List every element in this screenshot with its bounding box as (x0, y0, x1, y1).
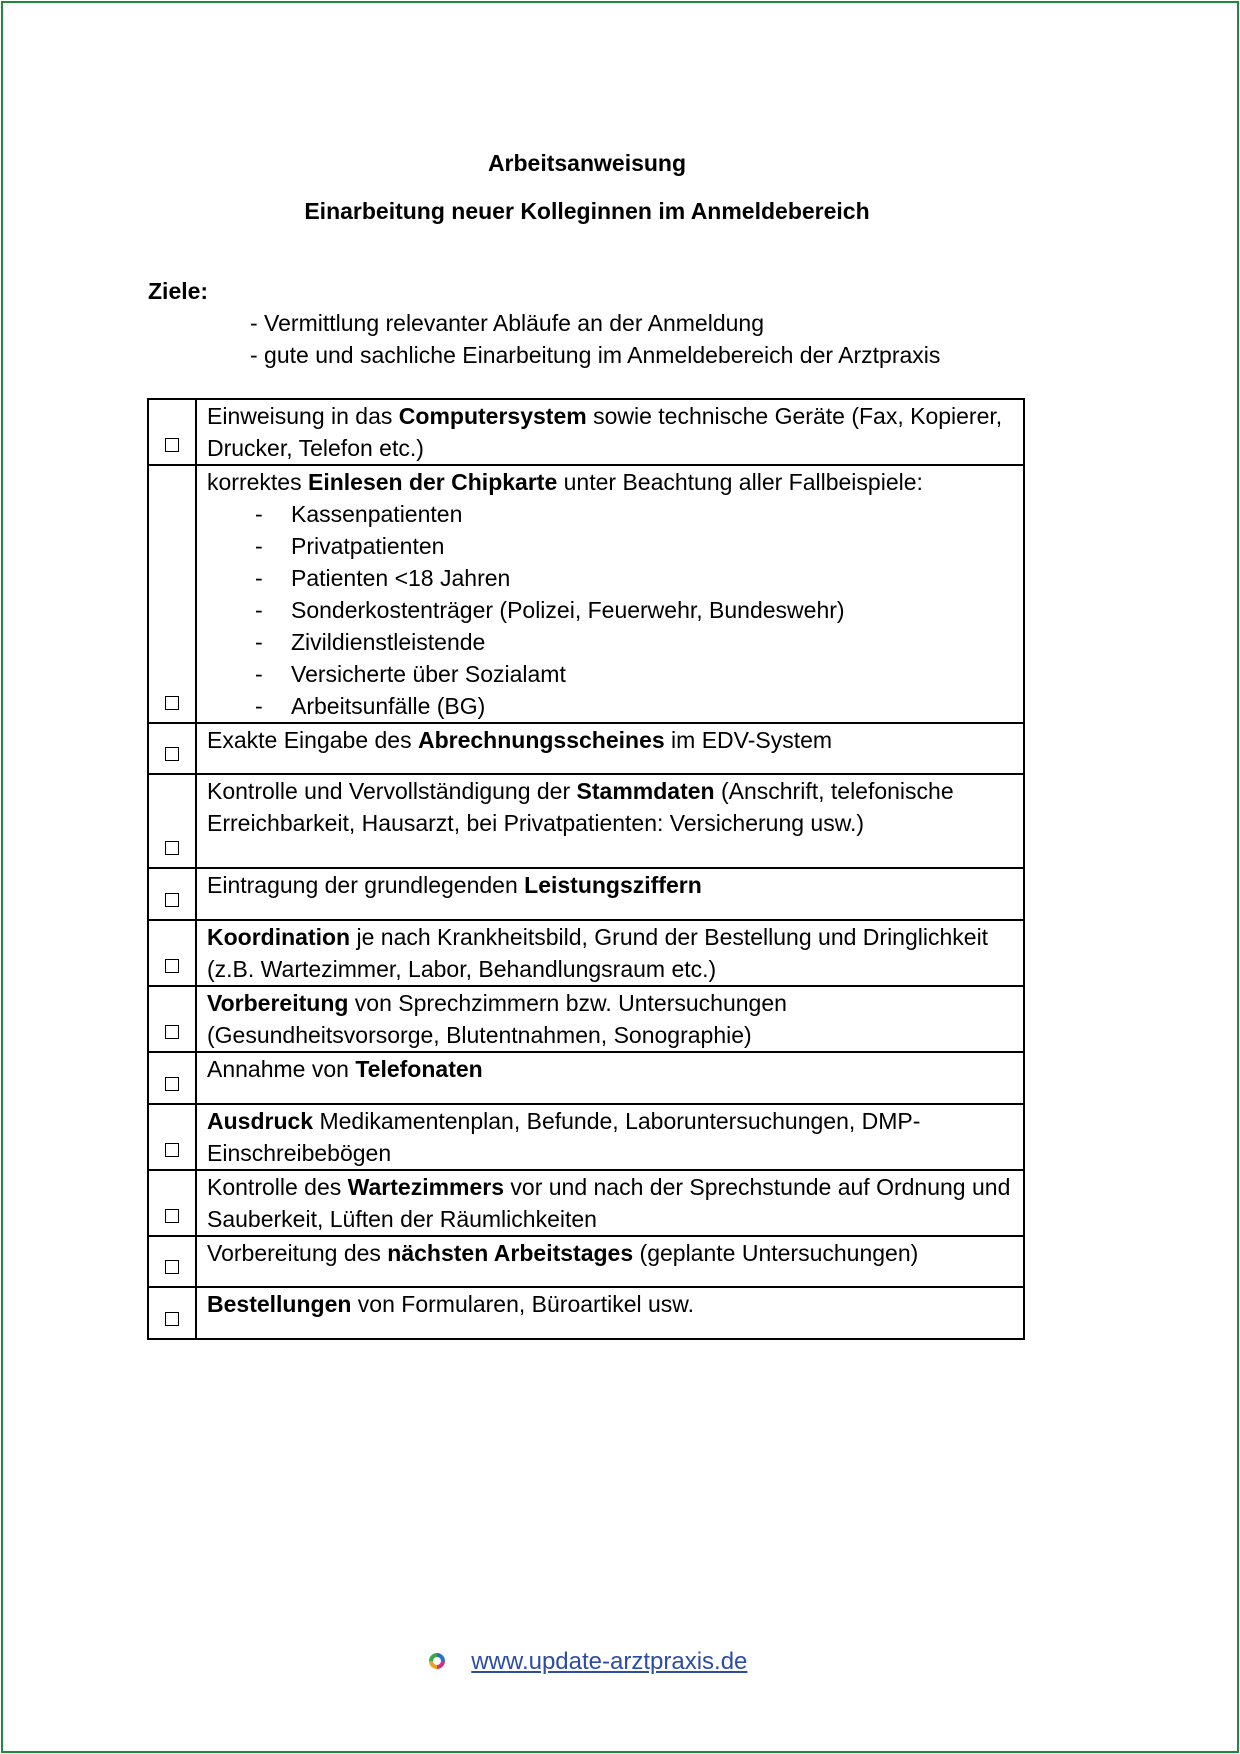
keyword-text: Abrechnungsscheines (417, 727, 665, 753)
keyword-text: nächsten Arbeitstages (387, 1240, 634, 1266)
checklist-item-text (196, 465, 1024, 723)
plain-text: von Sprechzimmern bzw. Untersuchungen (Gesundheitsvorsorge, Blutentnahmen, Sonographie) (207, 990, 787, 1048)
checklist-row (148, 868, 1024, 920)
checkbox-cell (148, 868, 196, 920)
checklist-item-description (207, 987, 1013, 1051)
checklist-row (148, 1170, 1024, 1236)
checklist-item-text (196, 920, 1024, 986)
checkbox[interactable] (165, 747, 179, 761)
checklist-item-text (196, 1052, 1024, 1104)
checkbox-cell (148, 1104, 196, 1170)
checklist-item-text (196, 1170, 1024, 1236)
keyword-text: Stammdaten (576, 778, 715, 804)
plain-text: (geplante Untersuchungen) (633, 1240, 919, 1266)
checkbox[interactable] (165, 841, 179, 855)
checkbox-cell (148, 1052, 196, 1104)
checkbox[interactable] (165, 1260, 179, 1274)
checklist-item-description (207, 1288, 1013, 1320)
checkbox[interactable] (165, 1077, 179, 1091)
checkbox[interactable] (165, 893, 179, 907)
checklist-item-text (196, 1104, 1024, 1170)
checklist-row (148, 1052, 1024, 1104)
checklist-item-description (207, 869, 1013, 901)
checklist-row (148, 1104, 1024, 1170)
checklist-item-text (196, 723, 1024, 774)
plain-text: Kontrolle des (207, 1174, 348, 1200)
plain-text: Medikamentenplan, Befunde, Laboruntersuchungen, DMP-Einschreibebögen (207, 1108, 921, 1166)
case-list-item: - Zivildienstleistende (255, 626, 1013, 658)
checkbox-cell (148, 465, 196, 723)
checklist-item-text (196, 774, 1024, 868)
checklist-item-description (207, 724, 1013, 756)
checklist-item-text (196, 399, 1024, 465)
plain-text: vor und nach der Sprechstunde auf Ordnung und Sauberkeit, Lüften der Räumlichkeiten (207, 1174, 1011, 1232)
keyword-text: Computersystem (398, 403, 587, 429)
checklist-row (148, 1287, 1024, 1339)
case-list-item: - Arbeitsunfälle (BG) (255, 690, 1013, 722)
checklist-item-text (196, 1236, 1024, 1287)
checkbox-cell (148, 723, 196, 774)
case-list-item: - Patienten <18 Jahren (255, 562, 1013, 594)
case-list-item: - Kassenpatienten (255, 498, 1013, 530)
plain-text: sowie technische Geräte (Fax, Kopierer, Drucker, Telefon etc.) (207, 403, 1003, 461)
plain-text: korrektes (207, 469, 308, 495)
checkbox[interactable] (165, 1143, 179, 1157)
checklist-item-description (207, 1237, 1013, 1269)
checklist-item-description (207, 466, 1013, 498)
checklist-item-description (207, 921, 1013, 985)
checklist-row (148, 1236, 1024, 1287)
plain-text: von Formularen, Büroartikel usw. (351, 1291, 695, 1317)
checklist-item-description (207, 775, 1013, 839)
checklist-row (148, 986, 1024, 1052)
keyword-text: Ausdruck (207, 1108, 314, 1134)
checklist-item-description (207, 1053, 1013, 1085)
keyword-text: Einlesen der Chipkarte (307, 469, 558, 495)
keyword-text: Bestellungen (207, 1291, 352, 1317)
plain-text: Vorbereitung des (207, 1240, 388, 1266)
case-list-item: - Privatpatienten (255, 530, 1013, 562)
checklist-row (148, 465, 1024, 723)
document-title: Arbeitsanweisung (487, 150, 687, 176)
checkbox[interactable] (165, 1209, 179, 1223)
goal-item: - gute und sachliche Einarbeitung im Anmeldebereich der Arztpraxis (250, 342, 941, 368)
keyword-text: Koordination (207, 924, 351, 950)
case-list-item: - Sonderkostenträger (Polizei, Feuerwehr, Bundeswehr) (255, 594, 1013, 626)
keyword-text: Vorbereitung (207, 990, 349, 1016)
checkbox-cell (148, 399, 196, 465)
case-list-item: - Versicherte über Sozialamt (255, 658, 1013, 690)
checklist-item-text (196, 1287, 1024, 1339)
checklist-item-text (196, 986, 1024, 1052)
checklist-item-description (207, 1171, 1013, 1235)
checklist-row (148, 399, 1024, 465)
plain-text: (Anschrift, telefonische Erreichbarkeit, Hausarzt, bei Privatpatienten: Versicherung usw.) (207, 778, 954, 836)
plain-text: Annahme von (207, 1056, 356, 1082)
website-link[interactable]: www.update-arztpraxis.de (471, 1648, 748, 1675)
checkbox[interactable] (165, 1312, 179, 1326)
checklist-item-description (207, 400, 1013, 464)
checkbox[interactable] (165, 696, 179, 710)
document-subtitle: Einarbeitung neuer Kolleginnen im Anmeldebereich (304, 198, 870, 224)
checkbox-cell (148, 774, 196, 868)
checkbox[interactable] (165, 438, 179, 452)
goal-item: - Vermittlung relevanter Abläufe an der Anmeldung (250, 310, 764, 336)
plain-text: Exakte Eingabe des (207, 727, 418, 753)
checklist-row (148, 920, 1024, 986)
keyword-text: Telefonaten (355, 1056, 483, 1082)
checklist-item-description (207, 1105, 1013, 1169)
footer (0, 1648, 1174, 1676)
goals-list (250, 307, 940, 371)
case-list (207, 498, 1013, 722)
plain-text: Eintragung der grundlegenden (207, 872, 525, 898)
checkbox-cell (148, 986, 196, 1052)
keyword-text: Wartezimmers (347, 1174, 505, 1200)
checkbox-cell (148, 1287, 196, 1339)
checkbox-cell (148, 920, 196, 986)
checkbox[interactable] (165, 1025, 179, 1039)
checklist-table (147, 398, 1025, 1340)
checklist-row (148, 774, 1024, 868)
checklist-row (148, 723, 1024, 774)
update-arztpraxis-logo-icon (427, 1651, 447, 1671)
plain-text: unter Beachtung aller Fallbeispiele: (557, 469, 923, 495)
goals-heading: Ziele: (148, 278, 209, 304)
checkbox[interactable] (165, 959, 179, 973)
plain-text: je nach Krankheitsbild, Grund der Bestellung und Dringlichkeit (z.B. Wartezimmer, Labor, Behandlungsraum etc.) (207, 924, 989, 982)
keyword-text: Leistungsziffern (524, 872, 702, 898)
checkbox-cell (148, 1170, 196, 1236)
plain-text: Kontrolle und Vervollständigung der (207, 778, 577, 804)
checklist-item-text (196, 868, 1024, 920)
plain-text: im EDV-System (664, 727, 833, 753)
checkbox-cell (148, 1236, 196, 1287)
plain-text: Einweisung in das (207, 403, 399, 429)
